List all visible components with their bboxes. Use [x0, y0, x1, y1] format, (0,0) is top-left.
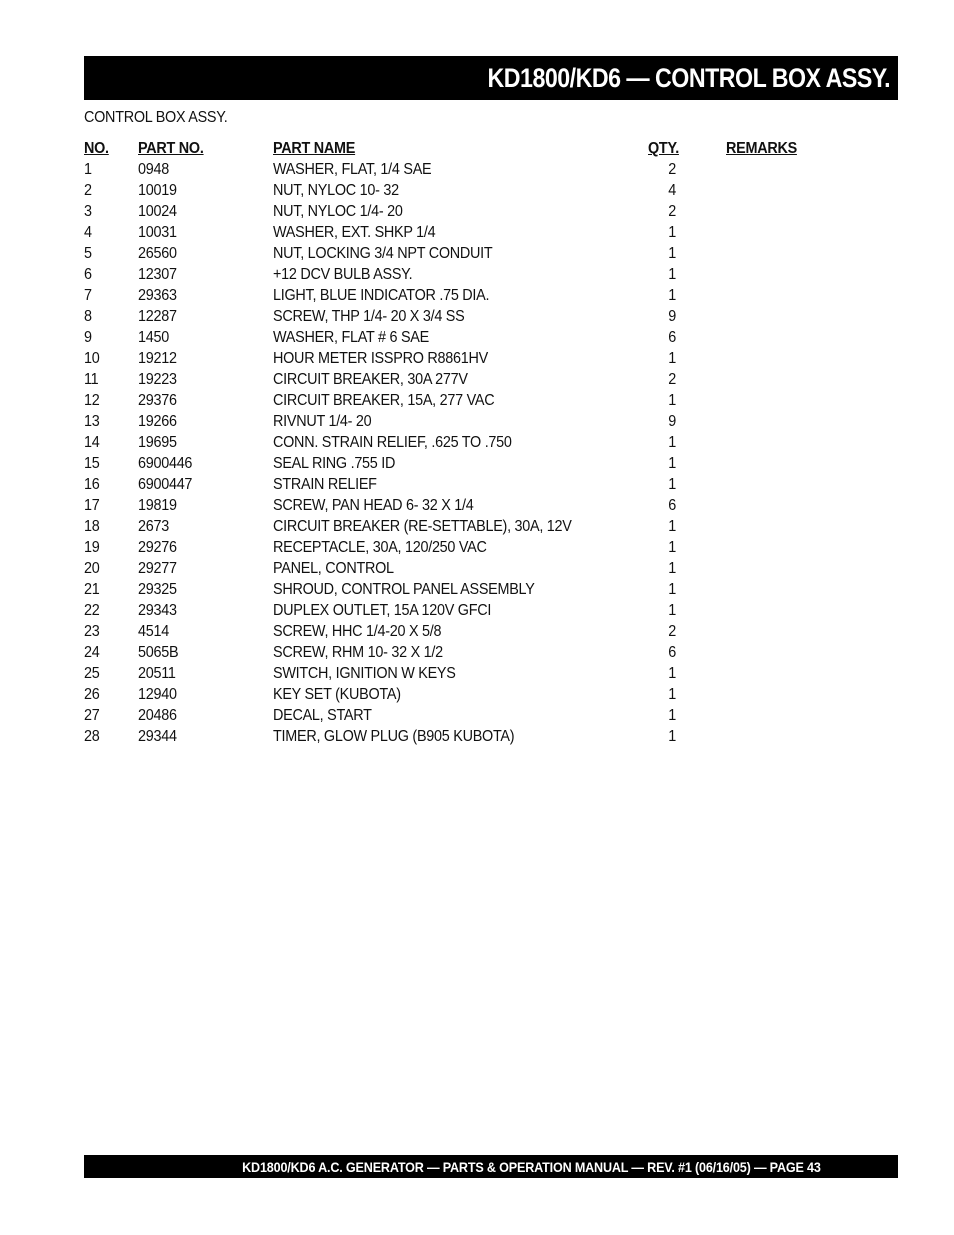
cell-part-name: CIRCUIT BREAKER (RE-SETTABLE), 30A, 12V: [273, 518, 572, 535]
table-header-row: [84, 138, 844, 159]
table-row: [84, 642, 844, 663]
table-row: [84, 264, 844, 285]
cell-part-name: STRAIN RELIEF: [273, 476, 377, 493]
cell-part-name: NUT, NYLOC 10- 32: [273, 182, 399, 199]
cell-part-name: RECEPTACLE, 30A, 120/250 VAC: [273, 539, 487, 556]
table-row: [84, 390, 844, 411]
table-row: [84, 411, 844, 432]
table-row: [84, 180, 844, 201]
cell-no: 19: [84, 539, 100, 556]
table-row: [84, 201, 844, 222]
cell-qty: 1: [668, 224, 676, 241]
table-row: [84, 537, 844, 558]
table-row: [84, 579, 844, 600]
cell-qty: 6: [668, 497, 676, 514]
cell-part-name: SHROUD, CONTROL PANEL ASSEMBLY: [273, 581, 535, 598]
table-row: [84, 285, 844, 306]
cell-qty: 1: [668, 266, 676, 283]
cell-qty: 1: [668, 728, 676, 745]
cell-part-name: CIRCUIT BREAKER, 15A, 277 VAC: [273, 392, 495, 409]
cell-part-no: 29276: [138, 539, 177, 556]
cell-part-no: 29325: [138, 581, 177, 598]
cell-qty: 1: [668, 392, 676, 409]
cell-part-name: +12 DCV BULB ASSY.: [273, 266, 413, 283]
cell-part-no: 19223: [138, 371, 177, 388]
cell-qty: 1: [668, 434, 676, 451]
cell-part-no: 10024: [138, 203, 177, 220]
cell-part-no: 20486: [138, 707, 177, 724]
table-row: [84, 432, 844, 453]
cell-no: 1: [84, 161, 92, 178]
cell-no: 23: [84, 623, 100, 640]
cell-qty: 2: [668, 371, 676, 388]
cell-part-no: 12940: [138, 686, 177, 703]
cell-qty: 1: [668, 518, 676, 535]
cell-no: 16: [84, 476, 100, 493]
column-header-qty: QTY.: [648, 140, 679, 157]
cell-part-no: 29277: [138, 560, 177, 577]
table-row: [84, 600, 844, 621]
cell-part-no: 19266: [138, 413, 177, 430]
cell-part-name: DUPLEX OUTLET, 15A 120V GFCI: [273, 602, 492, 619]
cell-qty: 1: [668, 581, 676, 598]
table-body: [84, 159, 844, 747]
cell-qty: 1: [668, 560, 676, 577]
cell-qty: 2: [668, 203, 676, 220]
cell-part-no: 4514: [138, 623, 169, 640]
cell-no: 13: [84, 413, 100, 430]
cell-part-name: CONN. STRAIN RELIEF, .625 TO .750: [273, 434, 512, 451]
cell-part-name: WASHER, FLAT, 1/4 SAE: [273, 161, 432, 178]
cell-part-no: 6900447: [138, 476, 193, 493]
cell-part-name: DECAL, START: [273, 707, 372, 724]
table-row: [84, 369, 844, 390]
table-row: [84, 663, 844, 684]
column-header-part-no: PART NO.: [138, 140, 204, 157]
cell-no: 18: [84, 518, 100, 535]
cell-qty: 2: [668, 623, 676, 640]
cell-no: 28: [84, 728, 100, 745]
cell-part-no: 29344: [138, 728, 177, 745]
cell-part-name: SEAL RING .755 ID: [273, 455, 396, 472]
cell-part-name: SWITCH, IGNITION W KEYS: [273, 665, 456, 682]
cell-part-no: 19819: [138, 497, 177, 514]
table-row: [84, 243, 844, 264]
cell-part-name: SCREW, THP 1/4- 20 X 3/4 SS: [273, 308, 465, 325]
cell-part-name: RIVNUT 1/4- 20: [273, 413, 372, 430]
parts-table: [84, 138, 844, 747]
cell-qty: 6: [668, 644, 676, 661]
column-header-part-name: PART NAME: [273, 140, 356, 157]
cell-part-no: 26560: [138, 245, 177, 262]
table-row: [84, 495, 844, 516]
cell-no: 17: [84, 497, 100, 514]
cell-qty: 1: [668, 350, 676, 367]
cell-part-name: PANEL, CONTROL: [273, 560, 394, 577]
cell-qty: 1: [668, 707, 676, 724]
cell-no: 12: [84, 392, 100, 409]
page-title: KD1800/KD6 — CONTROL BOX ASSY.: [487, 62, 890, 93]
cell-part-name: SCREW, PAN HEAD 6- 32 X 1/4: [273, 497, 474, 514]
cell-part-name: TIMER, GLOW PLUG (B905 KUBOTA): [273, 728, 515, 745]
table-row: [84, 726, 844, 747]
table-row: [84, 621, 844, 642]
cell-part-name: NUT, NYLOC 1/4- 20: [273, 203, 403, 220]
cell-qty: 2: [668, 161, 676, 178]
cell-no: 14: [84, 434, 100, 451]
cell-qty: 1: [668, 455, 676, 472]
cell-part-no: 12307: [138, 266, 177, 283]
cell-part-name: WASHER, EXT. SHKP 1/4: [273, 224, 436, 241]
cell-part-name: HOUR METER ISSPRO R8861HV: [273, 350, 488, 367]
cell-no: 26: [84, 686, 100, 703]
cell-no: 4: [84, 224, 92, 241]
page-footer-bar: [84, 1155, 898, 1178]
cell-no: 6: [84, 266, 92, 283]
cell-part-no: 19212: [138, 350, 177, 367]
cell-part-no: 29343: [138, 602, 177, 619]
cell-part-name: SCREW, RHM 10- 32 X 1/2: [273, 644, 443, 661]
cell-qty: 1: [668, 539, 676, 556]
cell-qty: 1: [668, 665, 676, 682]
cell-qty: 4: [668, 182, 676, 199]
cell-no: 9: [84, 329, 92, 346]
table-row: [84, 453, 844, 474]
table-row: [84, 348, 844, 369]
cell-no: 21: [84, 581, 100, 598]
cell-part-name: SCREW, HHC 1/4-20 X 5/8: [273, 623, 442, 640]
cell-part-no: 29376: [138, 392, 177, 409]
cell-no: 7: [84, 287, 92, 304]
cell-part-no: 10019: [138, 182, 177, 199]
cell-no: 2: [84, 182, 92, 199]
cell-part-no: 6900446: [138, 455, 193, 472]
cell-no: 20: [84, 560, 100, 577]
cell-qty: 9: [668, 308, 676, 325]
table-row: [84, 222, 844, 243]
cell-part-no: 2673: [138, 518, 169, 535]
cell-no: 11: [84, 371, 99, 388]
cell-no: 24: [84, 644, 100, 661]
cell-no: 22: [84, 602, 100, 619]
cell-part-no: 20511: [138, 665, 176, 682]
table-row: [84, 327, 844, 348]
cell-part-name: CIRCUIT BREAKER, 30A 277V: [273, 371, 468, 388]
cell-part-no: 12287: [138, 308, 177, 325]
table-row: [84, 558, 844, 579]
table-row: [84, 705, 844, 726]
table-row: [84, 684, 844, 705]
cell-part-name: KEY SET (KUBOTA): [273, 686, 401, 703]
cell-part-no: 1450: [138, 329, 169, 346]
cell-part-no: 5065B: [138, 644, 179, 661]
table-row: [84, 306, 844, 327]
page-header-bar: [84, 56, 898, 100]
cell-no: 15: [84, 455, 100, 472]
column-header-remarks: REMARKS: [726, 140, 797, 157]
cell-part-name: LIGHT, BLUE INDICATOR .75 DIA.: [273, 287, 490, 304]
cell-qty: 9: [668, 413, 676, 430]
cell-part-name: NUT, LOCKING 3/4 NPT CONDUIT: [273, 245, 493, 262]
section-label: CONTROL BOX ASSY.: [84, 109, 228, 126]
table-row: [84, 516, 844, 537]
cell-part-name: WASHER, FLAT # 6 SAE: [273, 329, 429, 346]
table-row: [84, 159, 844, 180]
cell-part-no: 19695: [138, 434, 177, 451]
cell-no: 5: [84, 245, 92, 262]
cell-no: 25: [84, 665, 100, 682]
table-row: [84, 474, 844, 495]
cell-part-no: 0948: [138, 161, 169, 178]
cell-qty: 1: [668, 287, 676, 304]
cell-part-no: 10031: [138, 224, 177, 241]
cell-qty: 1: [668, 245, 676, 262]
cell-qty: 1: [668, 476, 676, 493]
column-header-no: NO.: [84, 140, 109, 157]
cell-no: 10: [84, 350, 100, 367]
footer-text: KD1800/KD6 A.C. GENERATOR — PARTS & OPERATION MANUAL — REV. #1 (06/16/05) — PAGE 43: [241, 1158, 821, 1175]
cell-qty: 1: [668, 686, 676, 703]
cell-qty: 1: [668, 602, 676, 619]
cell-no: 27: [84, 707, 100, 724]
cell-qty: 6: [668, 329, 676, 346]
cell-part-no: 29363: [138, 287, 177, 304]
cell-no: 8: [84, 308, 92, 325]
cell-no: 3: [84, 203, 92, 220]
